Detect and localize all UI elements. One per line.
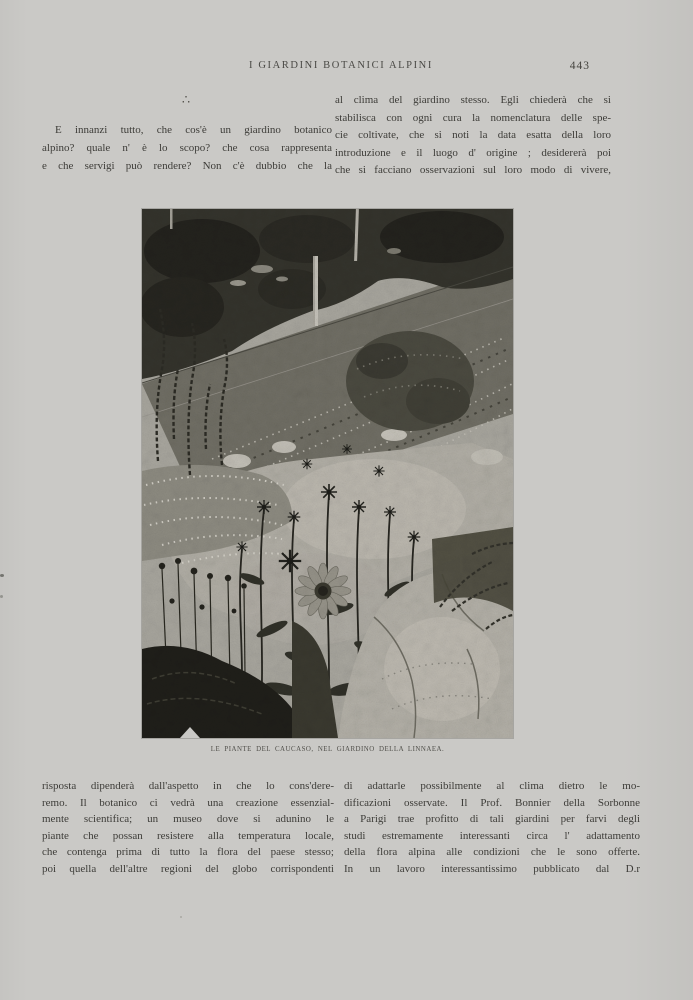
- text-line: In un lavoro interessantissimo pubblicato dal D.r: [344, 862, 640, 875]
- text-line: introduzione e il luogo d' origine ; desidererà poi: [335, 146, 611, 159]
- running-head: I GIARDINI BOTANICI ALPINI: [249, 60, 433, 71]
- text-line: che si facciano osservazioni sul loro modo di vivere,: [335, 164, 611, 177]
- text-line: al clima del giardino stesso. Egli chiederà che si: [335, 94, 611, 106]
- paragraph-bottom-right: [344, 778, 640, 878]
- text-line: alpino? quale n' è lo scopo? che cosa rappresenta: [42, 142, 332, 154]
- text-line: studi estremamente interessanti circa l' adattamento: [344, 829, 640, 842]
- text-line: E innanzi tutto, che cos'è un giardino botanico: [55, 124, 332, 136]
- text-line: piante che possan resistere alla temperatura locale,: [42, 829, 334, 842]
- text-line: cie coltivate, che si noti la data esatta della loro: [335, 129, 611, 142]
- page-header: [42, 60, 640, 78]
- photo-svg: [142, 209, 513, 738]
- text-line: della flora alpina alle condizioni che le sono offerte.: [344, 846, 640, 859]
- text-line: mente scientifica; un museo dove si adunino le: [42, 813, 334, 826]
- text-line: risposta dipenderà dall'aspetto in che lo cons'dere-: [42, 780, 334, 792]
- text-line: stabilisca con ogni cura la nomenclatura delle spe-: [335, 111, 611, 124]
- asterism-mark: ∴: [181, 92, 193, 107]
- paragraph-bottom-left: [42, 778, 334, 878]
- text-line: e che servigi può rendere? Non c'è dubbio che la: [42, 160, 332, 172]
- text-line: remo. Il botanico ci vedrà una creazione essenzial-: [42, 796, 334, 809]
- text-line: poi quella dell'altre regioni del globo corrispondenti: [42, 862, 334, 875]
- figure-photo-caucasus-plants: [142, 209, 513, 738]
- text-line: di adattarle possibilmente al clima dietro le mo-: [344, 780, 640, 792]
- text-line: che contenga prima di tutto la flora del paese stesso;: [42, 846, 334, 859]
- page-edge-speck: [0, 595, 3, 598]
- paper-speck: [180, 916, 182, 918]
- grain-texture: [142, 209, 513, 738]
- page-number: 443: [569, 60, 590, 72]
- text-line: a Parigi trae profitto di tali giardini per farvi degli: [344, 813, 640, 826]
- paragraph-top-left: [42, 121, 332, 175]
- figure-caption: LE PIANTE DEL CAUCASO, NEL GIARDINO DELLA LINNAEA.: [210, 746, 445, 753]
- text-line: dificazioni osservate. Il Prof. Bonnier della Sorbonne: [344, 796, 640, 809]
- paragraph-top-right: [335, 92, 611, 180]
- page-edge-speck: [0, 574, 4, 577]
